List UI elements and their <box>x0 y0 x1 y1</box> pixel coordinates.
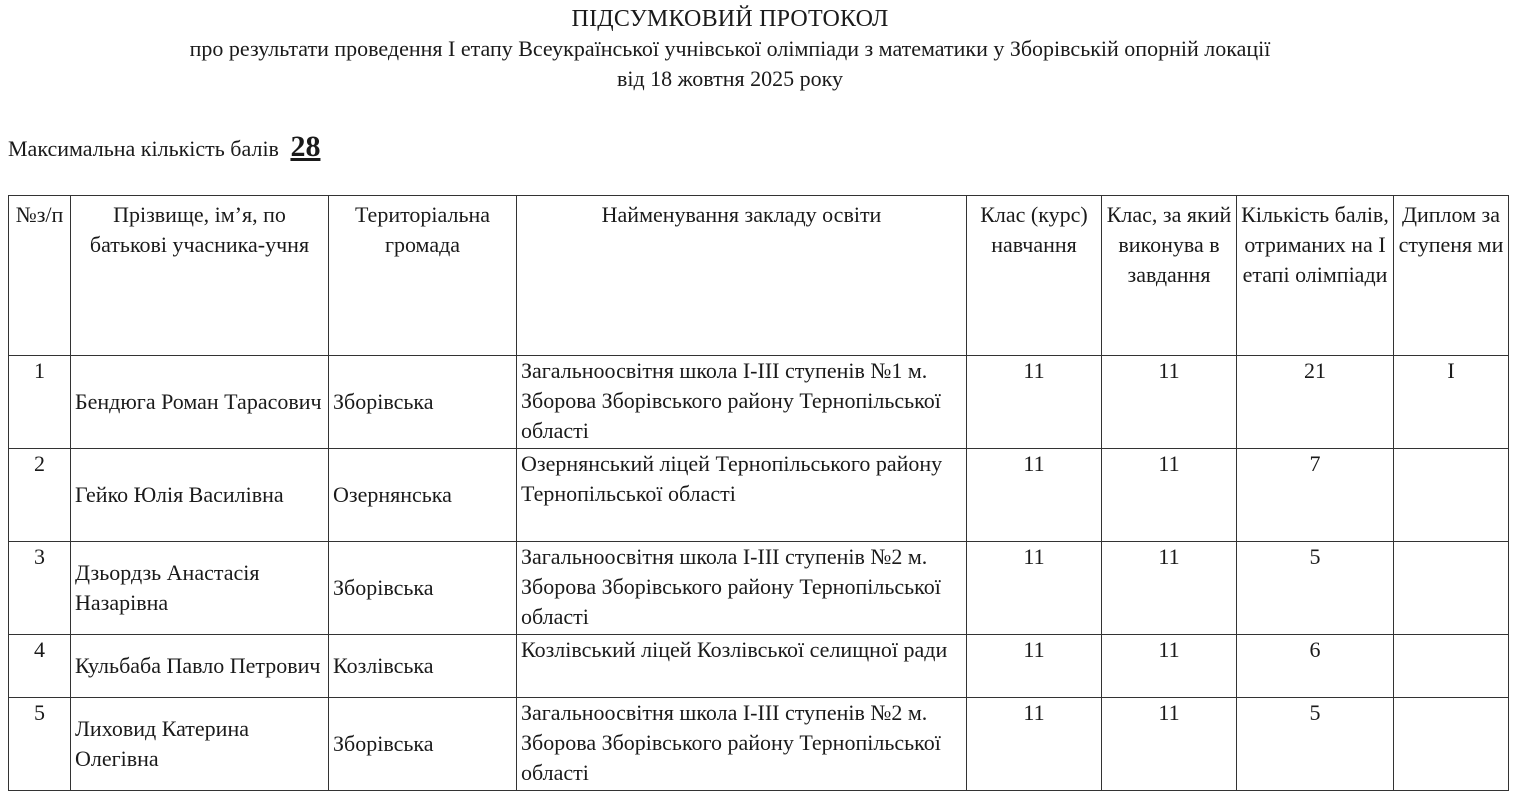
cell-number: 3 <box>9 542 71 635</box>
cell-name: Бендюга Роман Тарасович <box>71 356 329 449</box>
cell-institution: Загальноосвітня школа І-ІІІ ступенів №2 м. Зборова Зборівського району Тернопільської області <box>517 542 967 635</box>
cell-community: Козлівська <box>329 635 517 698</box>
cell-name: Кульбаба Павло Петрович <box>71 635 329 698</box>
cell-grade-performed: 11 <box>1102 449 1237 542</box>
cell-number: 2 <box>9 449 71 542</box>
cell-diploma <box>1394 449 1509 542</box>
cell-grade-performed: 11 <box>1102 356 1237 449</box>
column-header-grade-performed: Клас, за який виконува в завдання <box>1102 196 1237 356</box>
table-row <box>9 356 1509 449</box>
document-subtitle: про результати проведення І етапу Всеукраїнської учнівської олімпіади з математики у Зборівській опорній локації <box>189 36 1271 61</box>
cell-grade: 11 <box>967 449 1102 542</box>
table-header-row <box>9 196 1509 356</box>
cell-community: Зборівська <box>329 698 517 791</box>
cell-score: 5 <box>1237 542 1394 635</box>
cell-community: Озернянська <box>329 449 517 542</box>
cell-score: 21 <box>1237 356 1394 449</box>
cell-institution: Козлівський ліцей Козлівської селищної ради <box>517 635 967 698</box>
cell-community: Зборівська <box>329 356 517 449</box>
column-header-institution: Найменування закладу освіти <box>517 196 967 356</box>
results-table <box>8 195 1509 791</box>
cell-grade: 11 <box>967 356 1102 449</box>
table-row <box>9 449 1509 542</box>
cell-institution: Загальноосвітня школа І-ІІІ ступенів №2 м. Зборова Зборівського району Тернопільської області <box>517 698 967 791</box>
document-header <box>0 4 1460 94</box>
column-header-grade: Клас (курс) навчання <box>967 196 1102 356</box>
document-title: ПІДСУМКОВИЙ ПРОТОКОЛ <box>571 6 889 32</box>
max-score-value: 28 <box>290 130 321 163</box>
max-score-label: Максимальна кількість балів <box>8 136 279 161</box>
cell-name: Лиховид Катерина Олегівна <box>71 698 329 791</box>
column-header-diploma: Диплом за ступеня ми <box>1394 196 1509 356</box>
column-header-number: №з/п <box>9 196 71 356</box>
document-date: від 18 жовтня 2025 року <box>616 66 844 91</box>
cell-diploma <box>1394 698 1509 791</box>
cell-institution: Озернянський ліцей Тернопільського району Тернопільської області <box>517 449 967 542</box>
cell-grade-performed: 11 <box>1102 542 1237 635</box>
cell-score: 5 <box>1237 698 1394 791</box>
cell-diploma: І <box>1394 356 1509 449</box>
cell-number: 4 <box>9 635 71 698</box>
cell-grade: 11 <box>967 542 1102 635</box>
cell-score: 7 <box>1237 449 1394 542</box>
cell-grade: 11 <box>967 635 1102 698</box>
cell-name: Гейко Юлія Василівна <box>71 449 329 542</box>
cell-score: 6 <box>1237 635 1394 698</box>
cell-grade: 11 <box>967 698 1102 791</box>
cell-grade-performed: 11 <box>1102 698 1237 791</box>
cell-name: Дзьордзь Анастасія Назарівна <box>71 542 329 635</box>
cell-institution: Загальноосвітня школа І-ІІІ ступенів №1 м. Зборова Зборівського району Тернопільської області <box>517 356 967 449</box>
table-row <box>9 698 1509 791</box>
cell-number: 5 <box>9 698 71 791</box>
table-row <box>9 542 1509 635</box>
cell-community: Зборівська <box>329 542 517 635</box>
cell-diploma <box>1394 635 1509 698</box>
cell-diploma <box>1394 542 1509 635</box>
column-header-score: Кількість балів, отриманих на І етапі олімпіади <box>1237 196 1394 356</box>
cell-grade-performed: 11 <box>1102 635 1237 698</box>
cell-number: 1 <box>9 356 71 449</box>
column-header-name: Прізвище, ім’я, по батькові учасника-учня <box>71 196 329 356</box>
table-row <box>9 635 1509 698</box>
column-header-community: Територіальна громада <box>329 196 517 356</box>
max-score-line <box>8 130 320 166</box>
